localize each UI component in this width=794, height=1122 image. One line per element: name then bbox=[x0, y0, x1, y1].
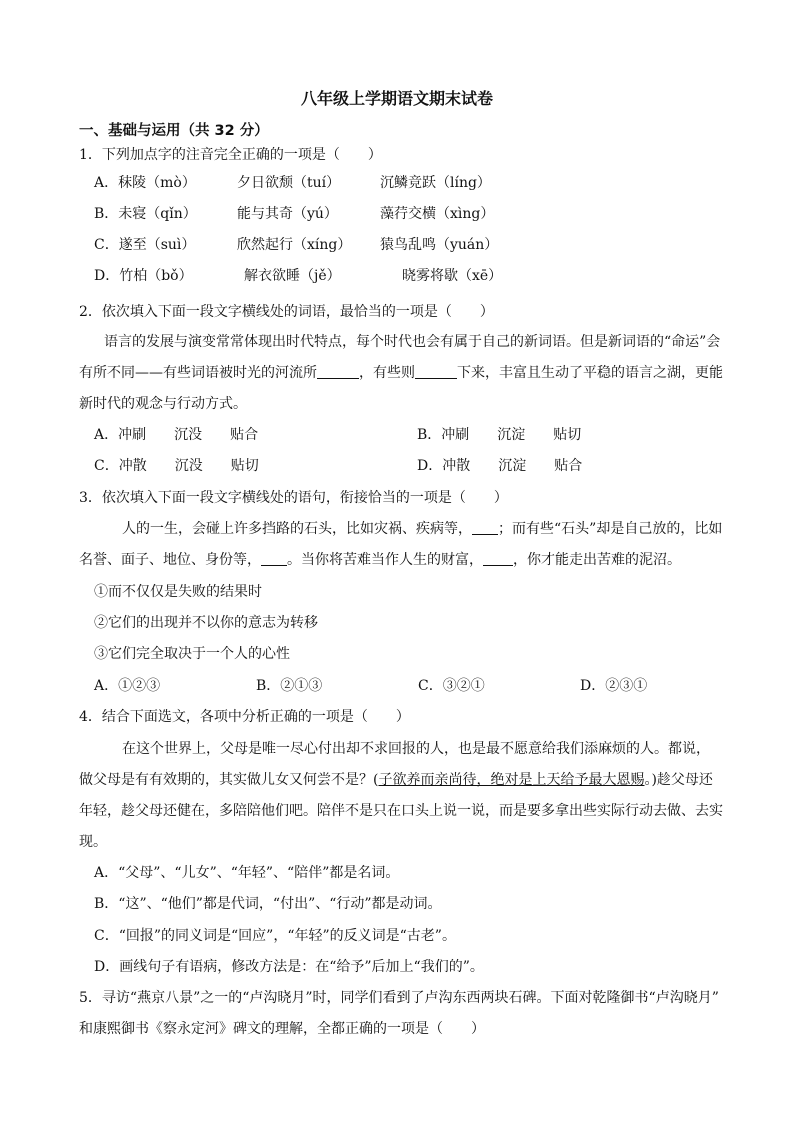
q4-passage-line3: 年轻，趁父母还健在，多陪陪他们吧。陪伴不是只在口头上说一说，而是要多拿出些实际行动去做、去实 bbox=[79, 803, 723, 819]
q4-text-a: 做父母是有有效期的，其实做儿女又何尝不是？( bbox=[79, 772, 379, 788]
q3-item-1: ①而不仅仅是失败的结果时 bbox=[94, 584, 262, 600]
q3-text-a: 人的一生，会碰上许多挡路的石头，比如灾祸、疾病等， bbox=[122, 521, 472, 537]
q3-item-2: ②它们的出现并不以你的意志为转移 bbox=[94, 615, 318, 631]
q3-passage-line1 bbox=[122, 519, 722, 539]
q2-option-b[interactable]: B．冲刷 沉淀 贴切 bbox=[417, 427, 582, 443]
q4-underlined-sentence: 子欲养而亲尚待，绝对是上天给予最大恩赐 bbox=[378, 772, 645, 788]
q1-option-a[interactable] bbox=[94, 173, 491, 193]
q3-item-3: ③它们完全取决于一个人的心性 bbox=[94, 646, 290, 662]
q1-option-b[interactable] bbox=[94, 204, 494, 224]
q1-c-3: 猿鸟乱鸣（yuán） bbox=[380, 237, 499, 253]
q2-option-a[interactable]: A．冲刷 沉没 贴合 bbox=[94, 427, 259, 443]
q2-blank-1[interactable] bbox=[317, 364, 359, 379]
q2-blank-2[interactable] bbox=[415, 364, 457, 379]
q2-stem: 2．依次填入下面一段文字横线处的词语，最恰当的一项是（ ） bbox=[79, 304, 494, 320]
q3-text-d: 。当你将苦难当作人生的财富， bbox=[287, 552, 483, 568]
q4-option-d[interactable]: D．画线句子有语病，修改方法是：在“给予”后加上“我们的”。 bbox=[94, 959, 484, 975]
q1-b-2: 能与其奇（yú） bbox=[237, 206, 338, 222]
q2-passage-line3: 新时代的观念与行动方式。 bbox=[79, 396, 247, 412]
q1-option-c[interactable] bbox=[94, 235, 498, 255]
q4-passage-line4: 现。 bbox=[79, 834, 107, 850]
q3-passage-line2 bbox=[79, 550, 681, 570]
q1-b-1: B．未寝（qǐn） bbox=[94, 206, 197, 222]
q3-option-d[interactable]: D．②③① bbox=[580, 678, 648, 694]
q4-text-b: 。)趁父母还 bbox=[644, 772, 713, 788]
q1-a-3: 沉鳞竞跃（líng） bbox=[380, 175, 491, 191]
q2-text-b: ，有些则 bbox=[359, 365, 415, 381]
q3-option-b[interactable]: B．②①③ bbox=[256, 678, 323, 694]
q1-c-2: 欣然起行（xíng） bbox=[237, 237, 352, 253]
q3-blank-3[interactable] bbox=[483, 551, 513, 566]
section-heading: 一、基础与运用（共 32 分） bbox=[79, 123, 269, 139]
q5-stem-line1: 5．寻访“燕京八景”之一的“卢沟晓月”时，同学们看到了卢沟东西两块石碑。下面对乾隆御书“卢沟晓月” bbox=[79, 990, 719, 1006]
q5-stem-line2: 和康熙御书《察永定河》碑文的理解，全都正确的一项是（ ） bbox=[79, 1021, 485, 1037]
q4-passage-line2 bbox=[79, 770, 713, 790]
q1-stem: 1．下列加点字的注音完全正确的一项是（ ） bbox=[79, 147, 382, 163]
q2-text-a: 有所不同——有些词语被时光的河流所 bbox=[79, 365, 317, 381]
q4-stem: 4．结合下面选文，各项中分析正确的一项是（ ） bbox=[79, 709, 410, 725]
q3-text-c: 名誉、面子、地位、身份等， bbox=[79, 552, 261, 568]
q1-d-3: 晓雾将歇（xē） bbox=[402, 268, 503, 284]
q1-c-1: C．遂至（suì） bbox=[94, 237, 196, 253]
q1-option-d[interactable] bbox=[94, 266, 502, 286]
q1-d-2: 解衣欲睡（jě） bbox=[244, 268, 341, 284]
q4-option-a[interactable]: A．“父母”、“儿女”、“年轻”、“陪伴”都是名词。 bbox=[94, 865, 400, 881]
q1-a-1: A．秣陵（mò） bbox=[94, 175, 196, 191]
q3-text-b: ；而有些“石头”却是自己放的，比如 bbox=[498, 521, 723, 537]
q1-a-2: 夕日欲颓（tuí） bbox=[237, 175, 341, 191]
q3-stem: 3．依次填入下面一段文字横线处的语句，衔接恰当的一项是（ ） bbox=[79, 490, 508, 506]
q2-passage-line1: 语言的发展与演变常常体现出时代特点，每个时代也会有属于自己的新词语。但是新词语的“命运”会 bbox=[104, 334, 721, 350]
q3-blank-2[interactable] bbox=[261, 551, 287, 566]
q4-option-b[interactable]: B．“这”、“他们”都是代词，“付出”、“行动”都是动词。 bbox=[94, 896, 442, 912]
q2-text-c: 下来，丰富且生动了平稳的语言之湖，更能 bbox=[457, 365, 723, 381]
q4-option-c[interactable]: C．“回报”的同义词是“回应”，“年轻”的反义词是“古老”。 bbox=[94, 928, 456, 944]
page-title: 八年级上学期语文期末试卷 bbox=[300, 89, 493, 108]
q3-text-e: ，你才能走出苦难的泥沼。 bbox=[513, 552, 681, 568]
q2-option-c[interactable]: C．冲散 沉没 贴切 bbox=[94, 458, 259, 474]
q1-d-1: D．竹柏（bǒ） bbox=[94, 268, 193, 284]
q3-option-c[interactable]: C．③②① bbox=[418, 678, 485, 694]
q2-passage-line2 bbox=[79, 363, 759, 383]
q2-option-d[interactable]: D．冲散 沉淀 贴合 bbox=[417, 458, 583, 474]
q4-passage-line1: 在这个世界上，父母是唯一尽心付出却不求回报的人，也是最不愿意给我们添麻烦的人。都说， bbox=[122, 741, 710, 757]
q3-blank-1[interactable] bbox=[472, 520, 498, 535]
q3-option-a[interactable]: A．①②③ bbox=[94, 678, 161, 694]
q1-b-3: 藻荇交横（xìng） bbox=[380, 206, 495, 222]
